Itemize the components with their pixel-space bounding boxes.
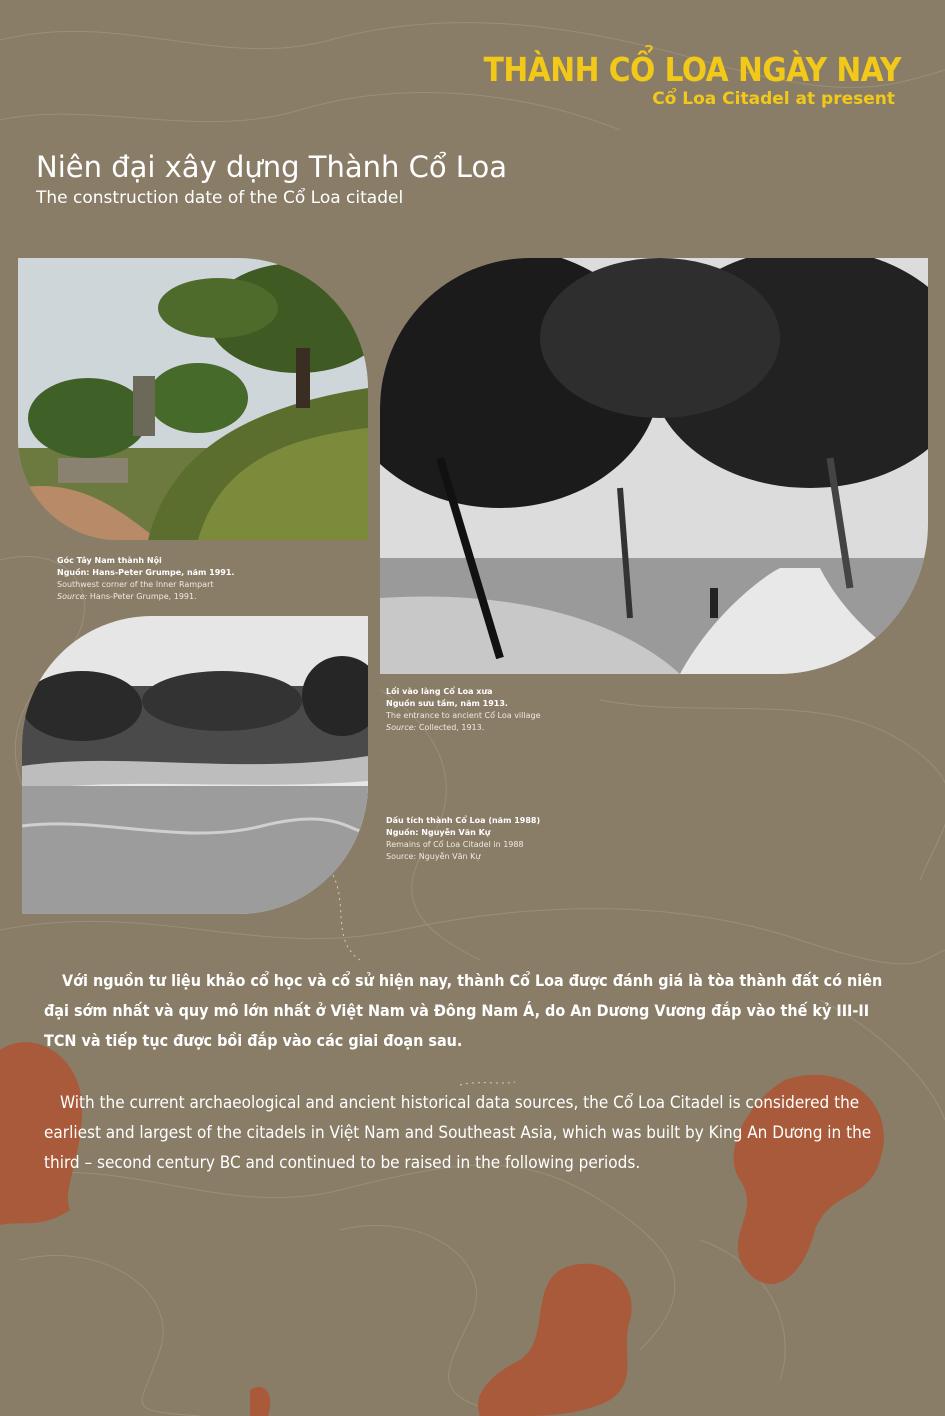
- caption-source-en: Collected, 1913.: [416, 723, 485, 732]
- caption-title-vi: Dấu tích thành Cổ Loa (năm 1988): [386, 816, 541, 825]
- paragraph-vietnamese: Với nguồn tư liệu khảo cổ học và cổ sử hiện nay, thành Cổ Loa được đánh giá là tòa thành đất có niên đại sớm nhất và quy mô lớn nhất ở Việt Nam và Đông Nam Á, do An Dương Vương đắp vào thế kỷ III-II TCN và tiếp tục được bồi đắp vào các giai đoạn sau.: [44, 971, 883, 1050]
- caption-source-label: Source:: [386, 723, 417, 732]
- caption-title-vi: Góc Tây Nam thành Nội: [57, 556, 162, 565]
- caption-entrance: [386, 686, 541, 734]
- caption-source-vi: Nguồn: Hans-Peter Grumpe, năm 1991.: [57, 568, 235, 577]
- caption-southwest: [57, 555, 234, 603]
- caption-source-vi: Nguồn: Nguyễn Văn Kự: [386, 828, 491, 837]
- section-title: Niên đại xây dựng Thành Cổ Loa: [36, 150, 507, 184]
- page-subtitle: Cổ Loa Citadel at present: [652, 89, 895, 109]
- photo-citadel-remains: [22, 616, 368, 914]
- caption-source-en: Hans-Peter Grumpe, 1991.: [87, 592, 197, 601]
- caption-title-en: The entrance to ancient Cổ Loa village: [386, 711, 541, 720]
- caption-title-en: Southwest corner of the Inner Rampart: [57, 580, 214, 589]
- section-subtitle: The construction date of the Cổ Loa citadel: [36, 188, 404, 208]
- page-title: THÀNH CỔ LOA NGÀY NAY: [483, 50, 901, 89]
- caption-source-en: Source: Nguyễn Văn Kự: [386, 852, 481, 861]
- caption-title-en: Remains of Cổ Loa Citadel in 1988: [386, 840, 524, 849]
- paragraph-english: With the current archaeological and ancient historical data sources, the Cổ Loa Citadel is considered the earliest and largest of the citadels in Việt Nam and Southeast Asia, which was built by King An Dương in the third – second century BC and continued to be raised in the following periods.: [44, 1093, 872, 1173]
- caption-title-vi: Lối vào làng Cổ Loa xưa: [386, 687, 493, 696]
- photo-village-entrance: [380, 258, 928, 674]
- caption-source-label: Source:: [57, 592, 88, 601]
- photo-southwest-corner: [18, 258, 368, 540]
- caption-remains: [386, 815, 540, 863]
- caption-source-vi: Nguồn sưu tầm, năm 1913.: [386, 699, 508, 708]
